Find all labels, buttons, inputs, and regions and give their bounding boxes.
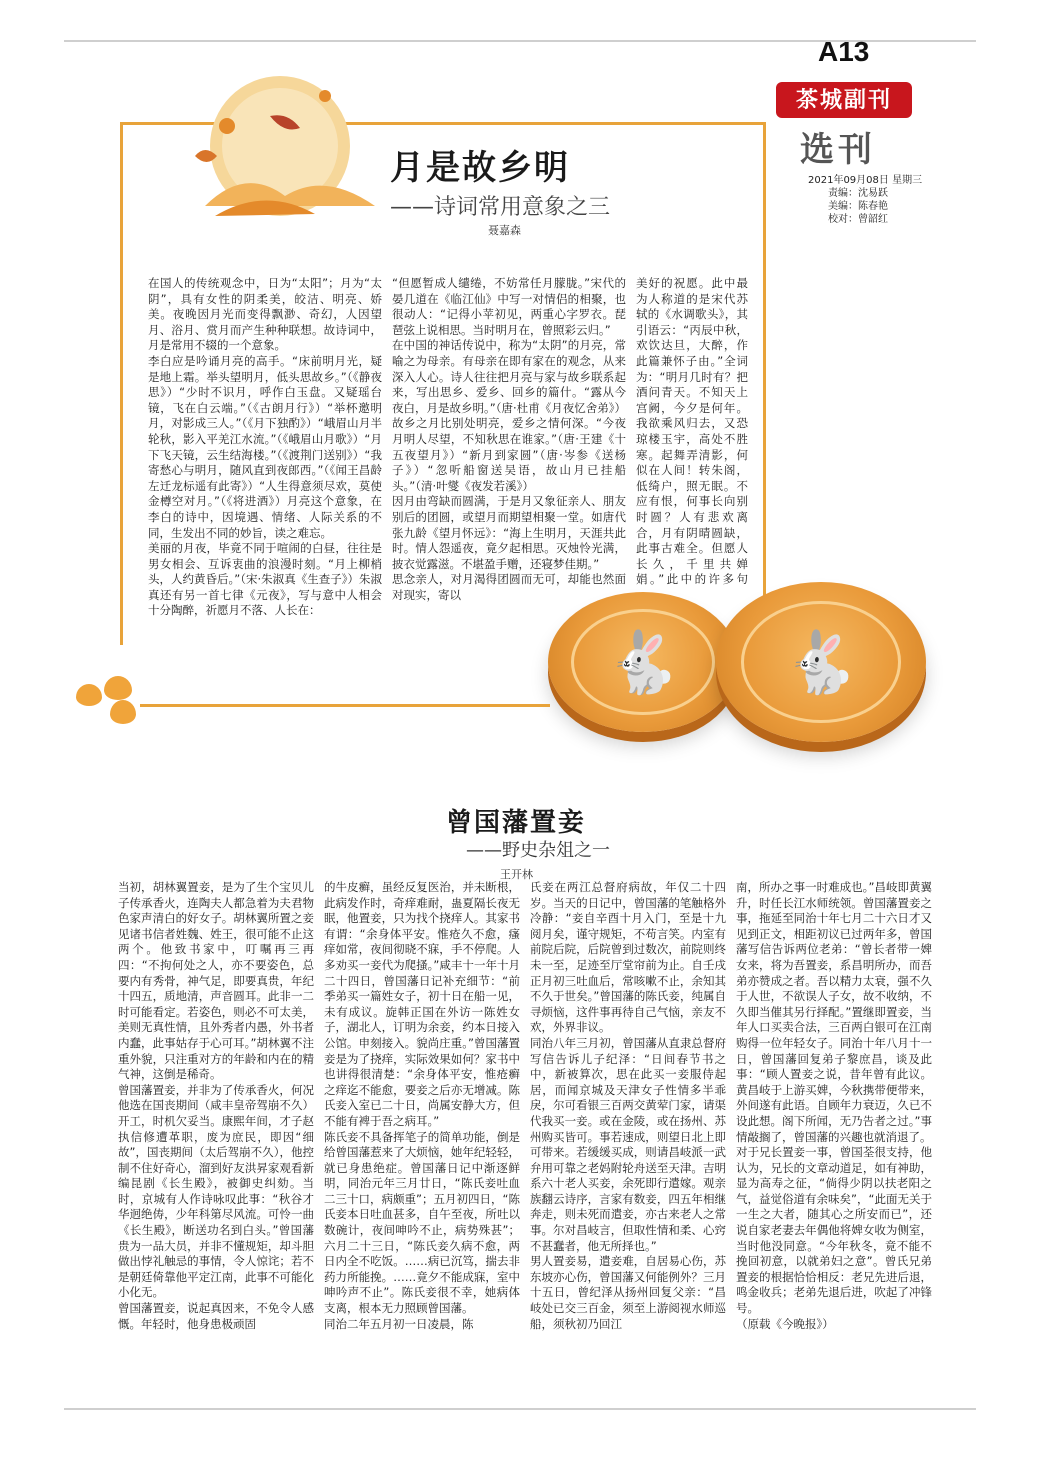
- page-number: A13: [818, 36, 870, 67]
- issue-date: 2021年09月08日 星期三: [808, 175, 923, 186]
- article1-author: 聂嘉森: [488, 224, 521, 237]
- page-meta: [808, 174, 922, 226]
- article1-column-3: 美好的祝愿。此中最为人称道的是宋代苏轼的《水调歌头》，其引语云：“丙辰中秋，欢饮达旦，大醉，作此篇兼怀子由。”全词为：“明月几时有？把酒问青天。不知天上宫阙，今夕是何年。我欲乘风归去，又恐琼楼玉宇，高处不胜寒。起舞弄清影，何似在人间！转朱阁，低绮户，照无眠。不应有恨，何事长向别时圆？人有悲欢离合，月有阴晴圆缺，此事古难全。但愿人长久，千里共婵娟。”此中的许多句: [636, 276, 748, 587]
- brand-logo: 茶城副刊: [776, 82, 912, 118]
- article2-column-2: 的牛皮癣，虽经反复医治，并未断根，此病发作时，奇痒难耐，蛊夏隔长夜无眠，他置妾，只为找个挠痒人。其家书有谓：“余身体平安。惟疮久不愈，瘙痒如常，夜间彻晓不寐，手不停爬。人多劝买一妾代为爬搔。”咸丰十一年十月二十四日，曾国藩日记补充细节：“前季弟买一篇姓女子，初十日在船一见，未有成议。旋韩正国在外访一陈姓女子，湖北人，订明为余妾，约本日接入公馆。申刻接入。貌尚庄重。”曾国藩置妾是为了挠痒，实际效果如何？家书中也讲得很清楚：“余身体平安，惟疮癣之痒迄不能愈，要妾之后亦无增减。陈氏妾入室已二十日，尚属安静大方，但不能有裨于吾之病耳。” 陈氏妾不具备挥笔子的简单功能，倒是给曾国藩惹来了大烦恼，她年纪轻轻，就已身患绝症。曾国藩日记中渐逐鲜明，同治元年三月廿日，“陈氏妾吐血二三十口，病颇重”；五月初四日，“陈氏妾本日吐血甚多，自午至夜，所吐以数碗计，夜间呻吟不止，病势殊甚”；六月二十三日，“陈氏妾久病不愈，两日内全不吃饭。……病已沉笃，揣去非药力所能挽。……竟夕不能成寐，室中呻吟声不止”。陈氏妾很不幸，她病体支离，根本无力照顾曾国藩。 同治二年五月初一日凌晨，陈: [324, 880, 520, 1331]
- article1-column-2: “但愿暂成人缱绻，不妨常任月朦胧。”宋代的晏几道在《临江仙》中写一对情侣的相聚，也很动人：“记得小苹初见，两重心字罗衣。琵琶弦上说相思。当时明月在，曾照彩云归。” 在中国的神话传说中，称为“太阴”的月亮，常喻之为母亲。有母亲在即有家在的观念，从来深入人心。诗人往往把月亮与家与故乡联系起来，写出思乡、爱乡、回乡的篇什。“露从今夜白，月是故乡明。”（唐·杜甫《月夜忆舍弟》）故乡之月比别处明亮，爱乡之情何深。“今夜月明人尽望，不知秋思在谁家。”（唐·王建《十五夜望月》）“新月到家圆”（唐·岑参《送杨子》）“忽听船窗送吴语，故山月已挂船头。”（清·叶燮《夜发若溪》） 因月由弯缺而圆满，于是月又象征亲人、朋友别后的团圆，或望月而期望相聚一堂。如唐代张九龄《望月怀远》：“海上生明月，天涯共此时。情人怨遥夜，竟夕起相思。灭烛怜光满，披衣觉露滋。不堪盈手赠，还寝梦佳期。” 思念亲人，对月渴得团圆而无可，却能也然面对现实，寄以: [392, 276, 626, 602]
- rabbit-icon: 🐇: [783, 627, 859, 698]
- article1-subtitle: ——诗词常用意象之三: [390, 195, 611, 220]
- petal-icon: [110, 700, 136, 724]
- designer: 美编：陈春艳: [828, 201, 888, 212]
- petal-icon: [104, 676, 132, 700]
- mooncake-left-icon: [548, 592, 738, 732]
- petal-icon: [76, 684, 102, 706]
- edition-title: 选刊: [800, 130, 876, 170]
- mooncake-right-icon: [716, 582, 926, 742]
- rabbit-icon: 🐇: [605, 627, 681, 698]
- festival-illustration: [175, 56, 390, 226]
- bottom-rule: [64, 1408, 976, 1410]
- article2-column-4: 南，所办之事一时难成也。”昌岐即黄翼升，时任长江水师统领。曾国藩置妾之事，拖延至同治十年七月二十六日才又见到正文，相距初议已过两年多，曾国藩写信告诉两位老弟：“曾长者带一婢女来，将为吾置妾，系昌明所办，而吾弟亦赞成之者。吾以精力太衰，强不久于人世，不欲误人子女，故不收纳，不久即当催其另行择配。”置继即置妾，当年人口买卖合法，三百两白银可在江南购得一位年轻女子。同治十年八月十一日，曾国藩回复弟子黎庶昌，谈及此事：“顾人置妾之说，昔年曾有此议。黄昌岐于上游买婢，今秋携带便带来，外间遂有此语。自顾年力衰迈，久已不设此想。阁下所闻，无乃告者之过。”事情敲搁了，曾国藩的兴趣也就消退了。 对于兄长置妾一事，曾国荃很支持，他认为，兄长的文章动道足，如有神助，显为高寿之征，“倘得少阴以扶老阳之气，益觉俗道有余味矣”，“此面无关于一生之大者，随其心之所安而已”，还说自家老妻去年偶他将婢女收为侧室，当时他没同意。“今年秋冬，竟不能不挽回初意，以就弟妇之意”。曾氏兄弟置妾的根据恰恰相反：老兄先进后退，鸣金收兵；老弟先退后进，吹起了冲锋号。 （原载《今晚报》）: [736, 880, 932, 1331]
- proofreader: 校对：曾韶红: [828, 214, 888, 225]
- article2-title: 曾国藩置妾: [446, 808, 587, 838]
- article2-column-1: 当初，胡林翼置妾，是为了生个宝贝儿子传承香火，连陶夫人都急着为夫君物色家声清白的好女子。胡林翼所置之妾见诸书信者姓魏、姓王，很可能不止这两个。他致书家中，叮嘱再三再四：“不拘何处之人，亦不要姿色，总要内有秀骨，神气足，即要真贵，年纪十四五，质地清，声音圆耳。此非一二时可能看定。若姿色，则必不可太美，美则无真性情，且外秀者内愚，外书者内蠢，此事姑存于心可耳。”胡林翼不注重外貌，只注重对方的年龄和内在的精气神，这倒是稀奇。 曾国藩置妾，并非为了传承香火，何况他选在国丧期间（咸丰皇帝驾崩不久）开工，时机欠妥当。康熙年间，才子赵执信修遭革职，废为庶民，即因“细故”，国丧期间（太后驾崩不久），他控制不住好奇心，溜到好友洪昇家观看新编昆剧《长生殿》，被御史纠劾。当时，京城有人作诗咏叹此事：“秋谷才华迥绝俦，少年科第尽风流。可怜一曲《长生殿》，断送功名到白头。”曾国藩贵为一品大员，并非不懂规矩，却斗胆做出悖礼触忌的事情，令人惊诧；若不是朝廷倚靠他平定江南，此事不可能化小化无。 曾国藩置妾，说起真因来，不免令人感慨。年轻时，他身患极顽固: [118, 880, 314, 1331]
- article2-subtitle: ——野史杂俎之一: [466, 840, 610, 861]
- section-divider: [140, 704, 550, 707]
- article1-title: 月是故乡明: [390, 148, 570, 188]
- editor: 责编：沈易跃: [828, 188, 888, 199]
- article2-column-3: 氏妾在两江总督府病故，年仅二十四岁。当天的日记中，曾国藩的笔触格外冷静：“妾自辛酉十月入门，至是十九阅月矣，谨守规矩，不苟言笑。内室有前院后院，后院曾到过数次，前院则终未一至，足迹至厅堂帘前为止。自壬戌正月初三吐血后，常咳嗽不止，余知其不久于世矣。”曾国藩的陈氏妾，纯属自寻烦恼，这件事再待自己气恼，亲友不欢，外界非议。 同治八年三月初，曾国藩从直隶总督府写信告诉儿子纪泽：“日间春节书之中，新被算次，思在此买一妾服侍起居，而闻京城及天津女子性情多半乖戾，尔可看银三百两交黄荤门家，请渠代我买一妾。或在金陵，或在扬州、苏州购买皆可。事若速成，则望日北上即可带来。若缓缓买成，则请昌岐派一武弁用可靠之老妈附轮舟送至天津。吉明系六十老人买妾，余死即行遣嫁。观亲族翻云诗序，言家有数妾，四五年相继奔走，则未死而遣妾，亦古来老人之常事。尔对昌岐言，但取性情和柔、心窍不甚蠢者，他无所择也。” 男人置妾易，遣妾难，自居易心伤，苏东坡亦心伤，曾国藩又何能例外？三月十五日，曾纪泽从扬州回复父亲：“昌岐处已交三百金，须至上游阅视水师巡船，须秋初乃回江: [530, 880, 726, 1331]
- article1-column-1: 在国人的传统观念中，日为“太阳”；月为“太阴”，具有女性的阴柔美，皎洁、明亮、娇美。夜晚因月光而变得飘渺、奇幻，人因望月、浴月、赏月而产生种种联想。故诗词中，月是常用不辍的一个意象。 李白应是吟诵月亮的高手。“床前明月光，疑是地上霜。举头望明月，低头思故乡。”（《静夜思》）“少时不识月，呼作白玉盘。又疑瑶台镜，飞在白云端。”（《古朗月行》）“举杯邀明月，对影成三人。”（《月下独酌》）“峨眉山月半轮秋，影入平羌江水流。”（《峨眉山月歌》）“月下飞天镜，云生结海楼。”（《渡荆门送别》）“我寄愁心与明月，随风直到夜郎西。”（《闻王昌龄左迁龙标遥有此寄》）“人生得意须尽欢，莫使金樽空对月。”（《将进酒》）月亮这个意象，在李白的诗中，因境遇、情绪、人际关系的不同，生发出不同的妙旨，读之难忘。 美丽的月夜，毕竟不同于喧闹的白昼，往往是男女相会、互诉衷曲的浪漫时刻。“月上柳梢头，人约黄昏后。”（宋·朱淑真《生查子》）朱淑真还有另一首七律《元夜》，写与意中人相会十分陶醉，祈愿月不落、人长在：: [148, 276, 382, 618]
- article2-author: 王开林: [500, 868, 533, 881]
